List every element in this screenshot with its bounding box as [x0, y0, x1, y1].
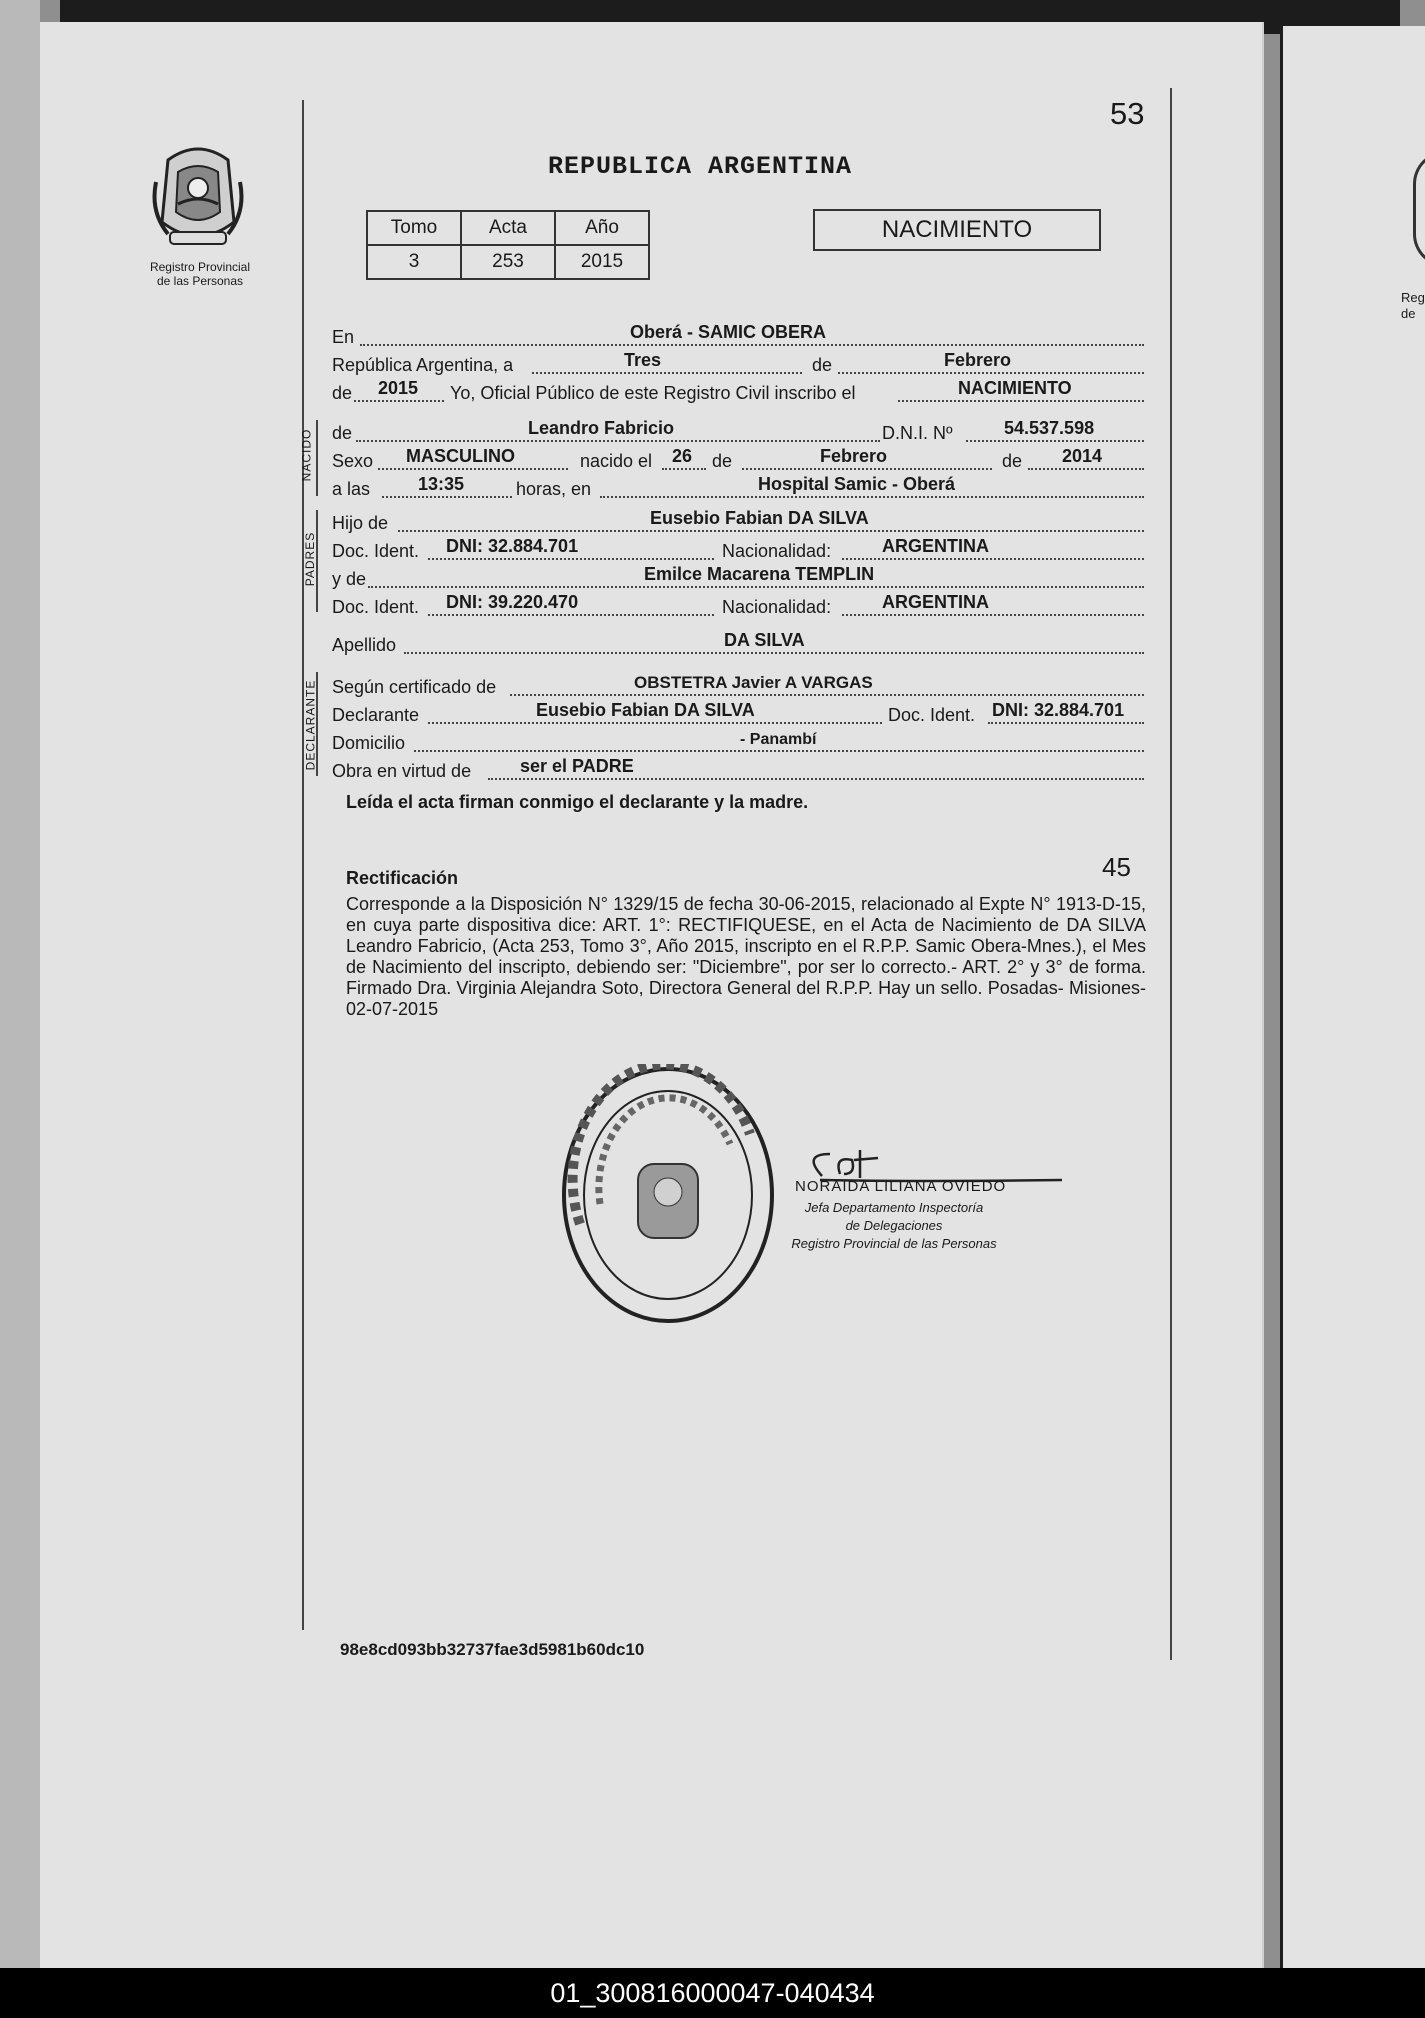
place-value: Oberá - SAMIC OBERA	[630, 322, 827, 342]
row-en: En Oberá - SAMIC OBERA	[332, 322, 1144, 348]
signatory-name: NORAIDA LILIANA OVIEDO	[795, 1178, 1007, 1195]
section-label-padres: PADRES	[303, 531, 318, 587]
declarant-name-value: Eusebio Fabian DA SILVA	[536, 700, 755, 720]
row-domicilio: Domicilio - Panambí	[332, 728, 1144, 754]
row-sexo: Sexo MASCULINO nacido el 26 de Febrero de 2014	[332, 446, 1144, 472]
adjacent-seal-fragment	[1413, 151, 1425, 267]
row-padre-doc: Doc. Ident. DNI: 32.884.701 Nacionalidad: ARGENTINA	[332, 536, 1144, 562]
father-nationality-value: ARGENTINA	[882, 536, 989, 556]
rectification-number: 45	[1102, 852, 1131, 882]
child-dni-value: 54.537.598	[1004, 418, 1095, 438]
act-type-value: NACIMIENTO	[958, 378, 1072, 398]
rectification-body: Corresponde a la Disposición N° 1329/15 de fecha 30-06-2015, relacionado al Expte N° 1913-D-15, en cuya parte dispositiva dice: ART. 1°: RECTIFIQUESE, en el Acta de Nacimiento de DA SILVA Leandro Fabricio, (Acta 253, Tomo 3°, Año 2015, inscripto en el R.P.P. Samic Obera-Mnes.), el Mes de Nacimiento del inscripto, debiendo ser: "Diciembre", por ser lo correcto.- ART. 2° y 3° de forma. Firmado Dra. Virginia Alejandra Soto, Directora General del R.P.P. Hay un sello. Posadas- Misiones- 02-07-2015	[346, 894, 1146, 1019]
section-label-declarante: DECLARANTE	[303, 679, 318, 771]
surname-value: DA SILVA	[724, 630, 805, 650]
right-margin-line	[1170, 88, 1172, 1660]
adjacent-page	[1280, 26, 1425, 1968]
document-hash: 98e8cd093bb32737fae3d5981b60dc10	[340, 1640, 645, 1659]
row-declarante: Declarante Eusebio Fabian DA SILVA Doc. Ident. DNI: 32.884.701	[332, 700, 1144, 726]
row-certificado: Según certificado de OBSTETRA Javier A VARGAS	[332, 672, 1144, 698]
row-madre-doc: Doc. Ident. DNI: 39.220.470 Nacionalidad: ARGENTINA	[332, 592, 1144, 618]
mother-nationality-value: ARGENTINA	[882, 592, 989, 612]
acta-value: 253	[461, 245, 555, 279]
page-number: 53	[1110, 96, 1145, 131]
row-obra: Obra en virtud de ser el PADRE	[332, 756, 1144, 782]
section-label-nacido: NACIDO	[299, 428, 314, 482]
signatory-title-3: Registro Provincial de las Personas	[791, 1236, 997, 1251]
certificate-value: OBSTETRA Javier A VARGAS	[634, 673, 873, 692]
row-hora: a las 13:35 horas, en Hospital Samic - Oberá	[332, 474, 1144, 500]
mother-doc-value: DNI: 39.220.470	[446, 592, 579, 612]
closing-statement: Leída el acta firman conmigo el declarante y la madre.	[346, 792, 809, 812]
registry-logo-caption: Registro Provincial de las Personas	[149, 260, 251, 288]
declarant-doc-value: DNI: 32.884.701	[992, 700, 1125, 720]
signatory-title-2: de Delegaciones	[845, 1218, 943, 1233]
row-padre: Hijo de Eusebio Fabian DA SILVA	[332, 508, 1144, 534]
misiones-coat-of-arms-icon	[148, 142, 248, 252]
month-value: Febrero	[944, 350, 1012, 370]
birth-day-value: 26	[672, 446, 693, 466]
row-apellido: Apellido DA SILVA	[332, 630, 1144, 656]
row-anio: de 2015 Yo, Oficial Público de este Registro Civil inscribo el NACIMIENTO	[332, 378, 1144, 404]
scan-footer-id: 01_300816000047-040434	[0, 1968, 1425, 2018]
tomo-header: Tomo	[367, 211, 461, 245]
row-madre: y de Emilce Macarena TEMPLIN	[332, 564, 1144, 590]
birth-year-value: 2014	[1062, 446, 1103, 466]
signatory-title-1: Jefa Departamento Inspectoría	[804, 1200, 984, 1215]
day-words-value: Tres	[624, 350, 662, 370]
year-value: 2015	[378, 378, 419, 398]
tomo-value: 3	[367, 245, 461, 279]
adjacent-page-label: Reg de	[1401, 290, 1425, 321]
birth-place-value: Hospital Samic - Oberá	[758, 474, 956, 494]
official-seal-stamp	[560, 1064, 776, 1326]
anio-header: Año	[555, 211, 649, 245]
acta-header: Acta	[461, 211, 555, 245]
row-republica: República Argentina, a Tres de Febrero	[332, 350, 1144, 376]
reason-value: ser el PADRE	[520, 756, 634, 776]
record-type-box: NACIMIENTO	[813, 209, 1101, 251]
anio-value: 2015	[555, 245, 649, 279]
scan-left-edge	[0, 0, 40, 2018]
mother-name-value: Emilce Macarena TEMPLIN	[644, 564, 875, 584]
document-title: REPUBLICA ARGENTINA	[548, 152, 853, 181]
address-value: - Panambí	[740, 731, 817, 748]
left-margin-line	[302, 100, 304, 1630]
father-name-value: Eusebio Fabian DA SILVA	[650, 508, 869, 528]
sex-value: MASCULINO	[406, 446, 515, 466]
father-doc-value: DNI: 32.884.701	[446, 536, 579, 556]
birth-time-value: 13:35	[418, 474, 465, 494]
registry-table	[366, 210, 650, 280]
row-nombre: de Leandro Fabricio D.N.I. Nº 54.537.598	[332, 418, 1144, 444]
rectification-title: Rectificación	[346, 868, 459, 888]
child-name-value: Leandro Fabricio	[528, 418, 675, 438]
birth-month-value: Febrero	[820, 446, 888, 466]
